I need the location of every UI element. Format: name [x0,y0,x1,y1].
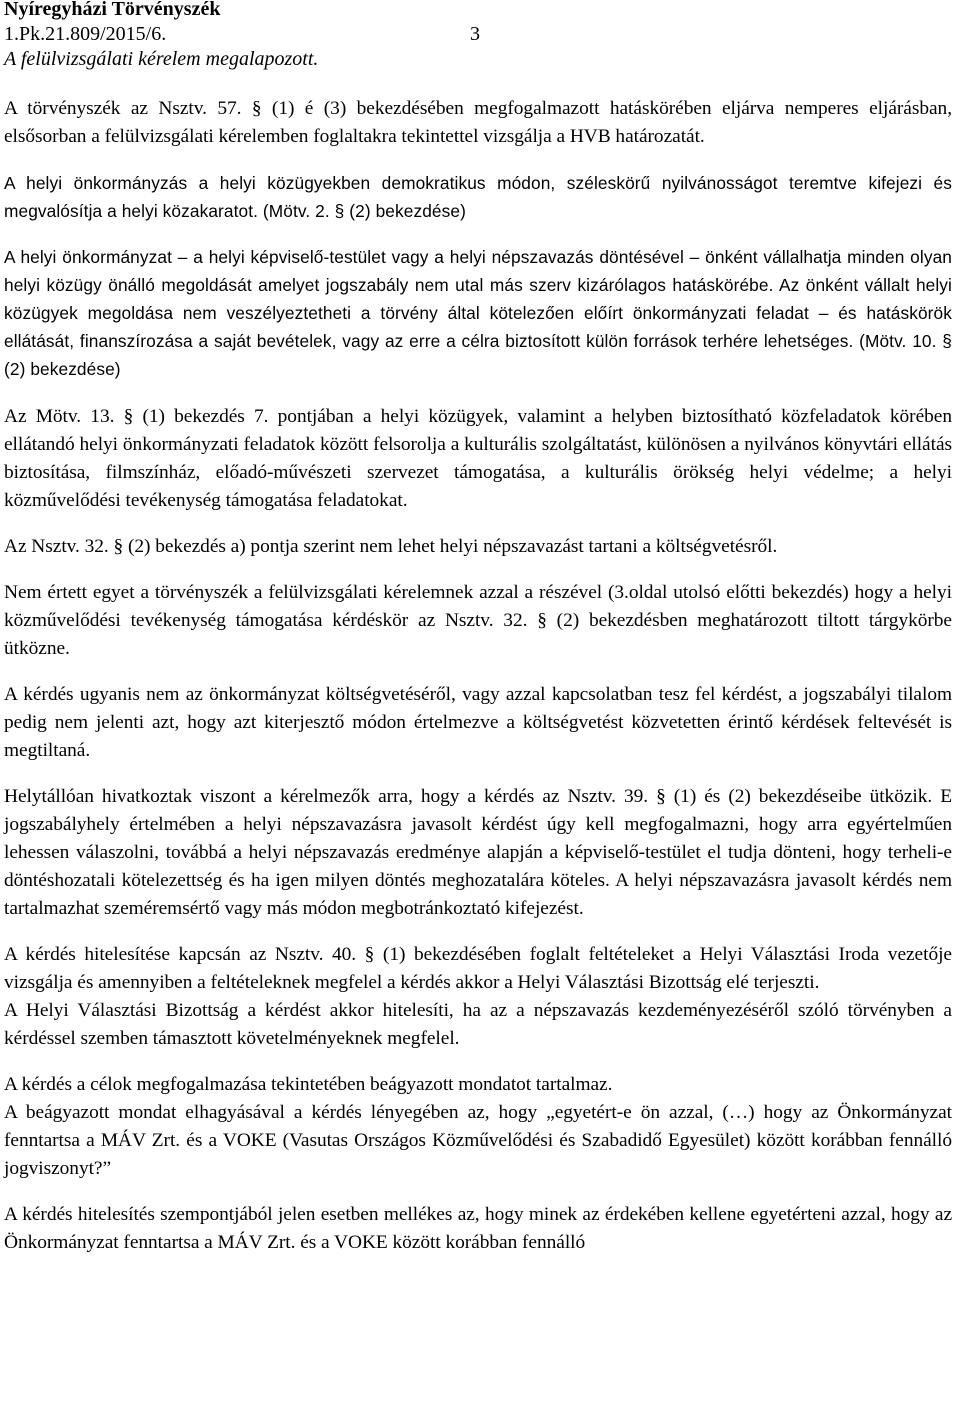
paragraph-4: Az Mötv. 13. § (1) bekezdés 7. pontjában a helyi közügyek, valamint a helyben biztosítható közfeladatok körében ellátandó helyi önkormányzati feladatok között felsorolja a kulturális szolgáltatást, különösen a nyilvános könyvtári ellátás biztosítása, filmszínház, előadó-művészeti szervezet támogatása, a kulturális örökség helyi védelme; a helyi közművelődési tevékenység támogatása feladatokat. [4,406,952,511]
paragraph-11: A kérdés a célok megfogalmazása tekintetében beágyazott mondatot tartalmaz. [4,1074,613,1095]
paragraph-6: Nem értett egyet a törvényszék a felülvizsgálati kérelemnek azzal a részével (3.oldal utolsó előtti bekezdés) hogy a helyi közművelődési tevékenység támogatása kérdéskör az Nsztv. 32. § (2) bekezdésben meghatározott tiltott tárgykörbe ütközne. [4,582,952,659]
paragraph-13: A kérdés hitelesítés szempontjából jelen esetben mellékes az, hogy minek az érdekében kellene egyetérteni azzal, hogy az Önkormányzat fenntartsa a MÁV Zrt. és a VOKE között korábban fennálló [4,1204,952,1253]
document-subtitle: A felülvizsgálati kérelem megalapozott. [4,48,319,70]
paragraph-5: Az Nsztv. 32. § (2) bekezdés a) pontja szerint nem lehet helyi népszavazást tartani a költségvetésről. [4,536,778,557]
paragraph-12: A beágyazott mondat elhagyásával a kérdés lényegében az, hogy „egyetért-e ön azzal, (…) hogy az Önkormányzat fenntartsa a MÁV Zrt. és a VOKE (Vasutas Országos Közművelődési és Szabadidő Egyesület) között korábban fennálló jogviszonyt?” [4,1102,952,1179]
paragraph-10: A Helyi Választási Bizottság a kérdést akkor hitelesíti, ha az a népszavazás kezdeményezéséről szóló törvényben a kérdéssel szemben támasztott követelményeknek megfelel. [4,1000,952,1049]
paragraph-2: A helyi önkormányzás a helyi közügyekben demokratikus módon, széleskörű nyilvánosságot teremtve kifejezi és megvalósítja a helyi közakaratot. (Mötv. 2. § (2) bekezdése) [4,173,952,221]
document-page [4,0,952,1257]
paragraph-1: A törvényszék az Nsztv. 57. § (1) é (3) bekezdésében megfogalmazott hatáskörében eljárva nemperes eljárásban, elsősorban a felülvizsgálati kérelemben foglaltakra tekintettel vizsgálja a HVB határozatát. [4,98,952,147]
court-name: Nyíregyházi Törvényszék [4,0,221,20]
paragraph-9: A kérdés hitelesítése kapcsán az Nsztv. 40. § (1) bekezdésében foglalt feltételeket a Helyi Választási Iroda vezetője vizsgálja és amennyiben a feltételeknek megfelel a kérdés akkor a Helyi Választási Bizottság elé terjeszti. [4,944,952,993]
paragraph-8: Helytállóan hivatkoztak viszont a kérelmezők arra, hogy a kérdés az Nsztv. 39. § (1) és (2) bekezdéseibe ütközik. E jogszabályhely értelmében a helyi népszavazásra javasolt kérdést úgy kell megfogalmazni, hogy arra egyértelműen lehessen válaszolni, továbbá a helyi népszavazás eredménye alapján a képviselő-testület el tudja dönteni, hogy terheli-e döntéshozatali kötelezettség és ha igen milyen döntés meghozatalára köteles. A helyi népszavazásra javasolt kérdés nem tartalmazhat szeméremsértő vagy más módon megbotránkoztató kifejezést. [4,786,952,919]
page-number: 3 [470,23,480,45]
paragraph-3: A helyi önkormányzat – a helyi képviselő-testület vagy a helyi népszavazás döntésével – önként vállalhatja minden olyan helyi közügy önálló megoldását amelyet jogszabály nem utal más szerv kizárólagos hatáskörébe. Az önként vállalt helyi közügyek megoldása nem veszélyeztetheti a törvény által kötelezően előírt önkormányzati feladat – és hatáskörök ellátását, finanszírozása a saját bevételek, vagy az erre a célra biztosított külön források terhére lehetséges. (Mötv. 10. § (2) bekezdése) [4,247,952,379]
case-header-line [4,22,952,47]
paragraph-7: A kérdés ugyanis nem az önkormányzat költségvetéséről, vagy azzal kapcsolatban tesz fel kérdést, a jogszabályi tilalom pedig nem jelenti azt, hogy azt kiterjesztő módon értelmezve a költségvetést közvetetten érintő kérdések feltevését is megtiltaná. [4,684,952,761]
case-number: 1.Pk.21.809/2015/6. [4,23,167,45]
